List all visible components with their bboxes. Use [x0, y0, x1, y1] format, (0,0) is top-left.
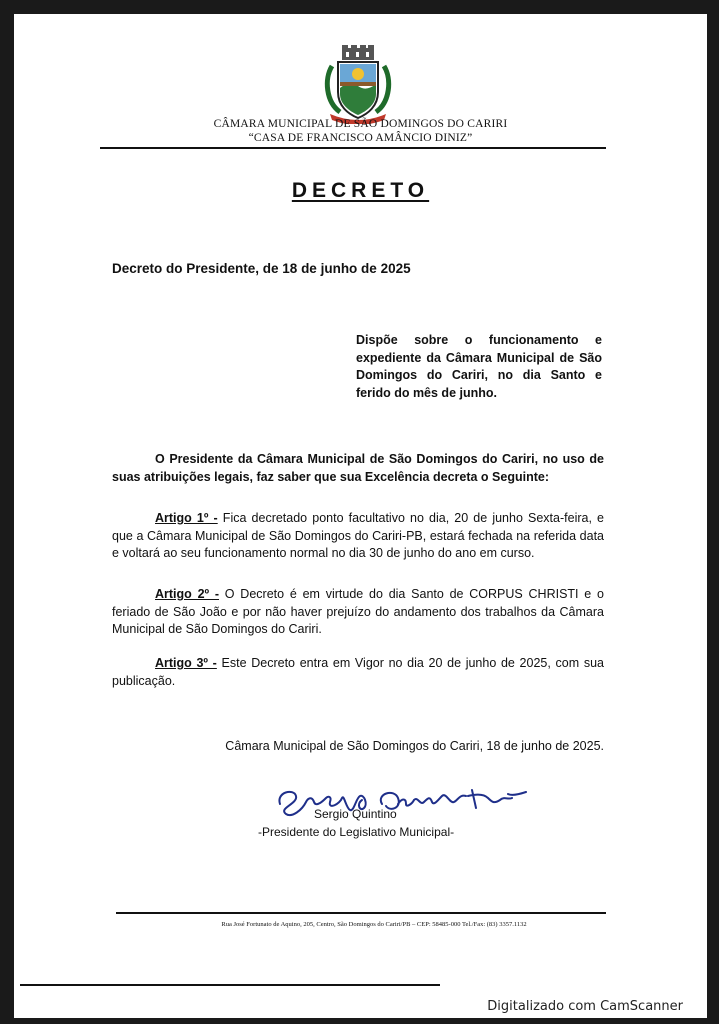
place-and-date: Câmara Municipal de São Domingos do Cariri, 18 de junho de 2025. [225, 739, 604, 753]
footer-divider [116, 912, 606, 914]
decree-subtitle: Decreto do Presidente, de 18 de junho de 2025 [112, 261, 411, 276]
article-1-text: Fica decretado ponto facultativo no dia, 20 de junho Sexta-feira, e que a Câmara Municipal de São Domingos do Cariri-PB, estará fechada na referida data e voltará ao seu funcionamento normal no dia 30 de junho do ano em curso. [112, 511, 604, 560]
article-2-text: O Decreto é em virtude do dia Santo de CORPUS CHRISTI e o feriado de São João e por não haver prejuízo do andamento dos trabalhos da Câmara Municipal de São Domingos do Cariri. [112, 587, 604, 636]
signatory-role: -Presidente do Legislativo Municipal- [258, 825, 455, 839]
article-2 [112, 586, 604, 639]
footer-address: Rua José Fortunato de Aquino, 205, Centro, São Domingos do Cariri/PB – CEP: 58485-000 Tel./Fax: (83) 3357.1132 [221, 921, 527, 928]
header-divider [100, 147, 606, 149]
article-3-label: Artigo 3º - [155, 656, 217, 670]
article-3-text: Este Decreto entra em Vigor no dia 20 de junho de 2025, com sua publicação. [112, 656, 604, 688]
institution-name: CÂMARA MUNICIPAL DE SÃO DOMINGOS DO CARIRI [213, 118, 508, 130]
article-1 [112, 510, 604, 563]
signatory-name: Sergio Quintino [314, 807, 397, 821]
decree-summary: Dispõe sobre o funcionamento e expediente da Câmara Municipal de São Domingos do Cariri, no dia Santo e ferido do mês de junho. [356, 333, 602, 400]
document-page [14, 14, 707, 1018]
document-title: DECRETO [291, 179, 430, 202]
camscanner-watermark: Digitalizado com CamScanner [487, 999, 683, 1014]
article-3 [112, 655, 604, 690]
article-1-label: Artigo 1º - [155, 511, 218, 525]
handwritten-signature [272, 774, 542, 820]
page-bottom-line [20, 984, 440, 986]
coat-of-arms-icon [320, 44, 396, 124]
decree-intro: O Presidente da Câmara Municipal de São Domingos do Cariri, no uso de suas atribuições legais, faz saber que sua Excelência decreta o Seguinte: [112, 452, 604, 484]
house-name: “CASA DE FRANCISCO AMÂNCIO DINIZ” [248, 132, 473, 144]
article-2-label: Artigo 2º - [155, 587, 220, 601]
